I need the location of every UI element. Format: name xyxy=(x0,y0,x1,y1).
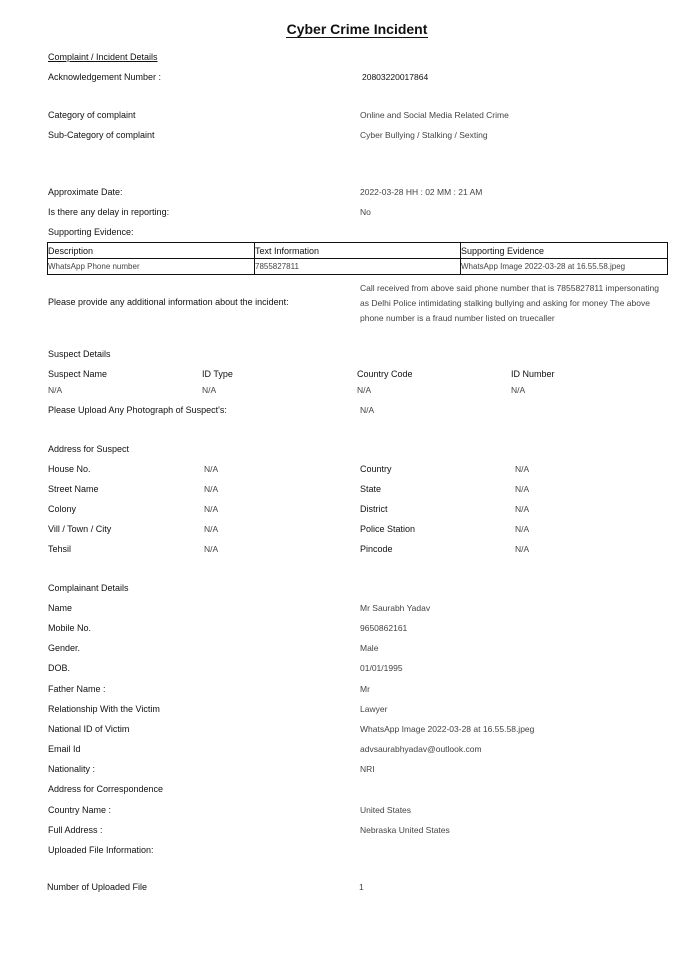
suspect-section-heading: Suspect Details xyxy=(48,349,111,359)
suspect-col-country-code: Country Code xyxy=(357,369,413,379)
nationality-label: Nationality : xyxy=(48,764,96,774)
evidence-header-description: Description xyxy=(48,243,255,259)
state-label: State xyxy=(360,484,382,494)
suspect-id-number-value: N/A xyxy=(511,385,526,395)
colony-label: Colony xyxy=(48,504,77,514)
country-label: Country xyxy=(360,464,392,474)
street-name-label: Street Name xyxy=(48,484,99,494)
correspondence-address-label: Address for Correspondence xyxy=(48,784,164,794)
category-label: Category of complaint xyxy=(48,110,136,120)
police-station-value: N/A xyxy=(515,524,530,534)
delay-label: Is there any delay in reporting: xyxy=(48,207,170,217)
tehsil-value: N/A xyxy=(204,544,219,554)
street-name-value: N/A xyxy=(204,484,219,494)
father-name-label: Father Name : xyxy=(48,684,106,694)
subcategory-label: Sub-Category of complaint xyxy=(48,130,155,140)
complainant-name-label: Name xyxy=(48,603,73,613)
suspect-col-name: Suspect Name xyxy=(48,369,108,379)
uploaded-file-info-label: Uploaded File Information: xyxy=(48,845,154,855)
ack-number-label: Acknowledgement Number : xyxy=(48,72,162,82)
dob-value: 01/01/1995 xyxy=(360,663,403,673)
country-name-label: Country Name : xyxy=(48,805,112,815)
email-value: advsaurabhyadav@outlook.com xyxy=(360,744,482,754)
full-address-label: Full Address : xyxy=(48,825,103,835)
pincode-value: N/A xyxy=(515,544,530,554)
page-title: Cyber Crime Incident xyxy=(286,21,428,37)
complaint-section-heading: Complaint / Incident Details xyxy=(48,52,158,62)
uploaded-count-value: 1 xyxy=(359,882,364,892)
evidence-heading: Supporting Evidence: xyxy=(48,227,134,237)
suspect-photo-label: Please Upload Any Photograph of Suspect's: xyxy=(48,405,227,415)
house-no-label: House No. xyxy=(48,464,91,474)
complainant-section-heading: Complainant Details xyxy=(48,583,129,593)
evidence-table xyxy=(47,242,668,275)
email-label: Email Id xyxy=(48,744,81,754)
gender-label: Gender. xyxy=(48,643,81,653)
gender-value: Male xyxy=(360,643,379,653)
suspect-country-code-value: N/A xyxy=(357,385,372,395)
city-value: N/A xyxy=(204,524,219,534)
evidence-header-supporting: Supporting Evidence xyxy=(461,243,668,259)
district-label: District xyxy=(360,504,388,514)
country-value: N/A xyxy=(515,464,530,474)
mobile-label: Mobile No. xyxy=(48,623,92,633)
colony-value: N/A xyxy=(204,504,219,514)
district-value: N/A xyxy=(515,504,530,514)
suspect-col-id-number: ID Number xyxy=(511,369,555,379)
suspect-id-type-value: N/A xyxy=(202,385,217,395)
tehsil-label: Tehsil xyxy=(48,544,72,554)
complainant-name-value: Mr Saurabh Yadav xyxy=(360,603,431,613)
national-id-value: WhatsApp Image 2022-03-28 at 16.55.58.jpeg xyxy=(360,724,535,734)
evidence-cell-description: WhatsApp Phone number xyxy=(48,259,255,275)
ack-number-value: 20803220017864 xyxy=(362,72,429,82)
evidence-cell-text-info: 7855827811 xyxy=(255,259,461,275)
additional-info-label: Please provide any additional information about the incident: xyxy=(48,297,289,307)
evidence-cell-file: WhatsApp Image 2022-03-28 at 16.55.58.jpeg xyxy=(461,259,668,275)
national-id-label: National ID of Victim xyxy=(48,724,130,734)
full-address-value: Nebraska United States xyxy=(360,825,450,835)
relationship-value: Lawyer xyxy=(360,704,388,714)
house-no-value: N/A xyxy=(204,464,219,474)
suspect-name-value: N/A xyxy=(48,385,63,395)
suspect-address-heading: Address for Suspect xyxy=(48,444,130,454)
father-name-value: Mr xyxy=(360,684,370,694)
evidence-header-text-info: Text Information xyxy=(255,243,461,259)
nationality-value: NRI xyxy=(360,764,375,774)
subcategory-value: Cyber Bullying / Stalking / Sexting xyxy=(360,130,488,140)
country-name-value: United States xyxy=(360,805,412,815)
uploaded-count-label: Number of Uploaded File xyxy=(47,882,148,892)
state-value: N/A xyxy=(515,484,530,494)
pincode-label: Pincode xyxy=(360,544,393,554)
date-value: 2022-03-28 HH : 02 MM : 21 AM xyxy=(360,187,483,197)
category-value: Online and Social Media Related Crime xyxy=(360,110,509,120)
dob-label: DOB. xyxy=(48,663,71,673)
delay-value: No xyxy=(360,207,371,217)
additional-info-value: Call received from above said phone number that is 7855827811 impersonating as Delhi Police intimidating stalking bullying and asking for money The above phone number is a fraud number listed on truecaller xyxy=(360,283,659,323)
mobile-value: 9650862161 xyxy=(360,623,408,633)
relationship-label: Relationship With the Victim xyxy=(48,704,160,714)
suspect-photo-value: N/A xyxy=(360,405,375,415)
table-row xyxy=(48,259,668,275)
police-station-label: Police Station xyxy=(360,524,416,534)
evidence-table-header xyxy=(48,243,668,259)
date-label: Approximate Date: xyxy=(48,187,123,197)
city-label: Vill / Town / City xyxy=(48,524,112,534)
suspect-col-id-type: ID Type xyxy=(202,369,233,379)
